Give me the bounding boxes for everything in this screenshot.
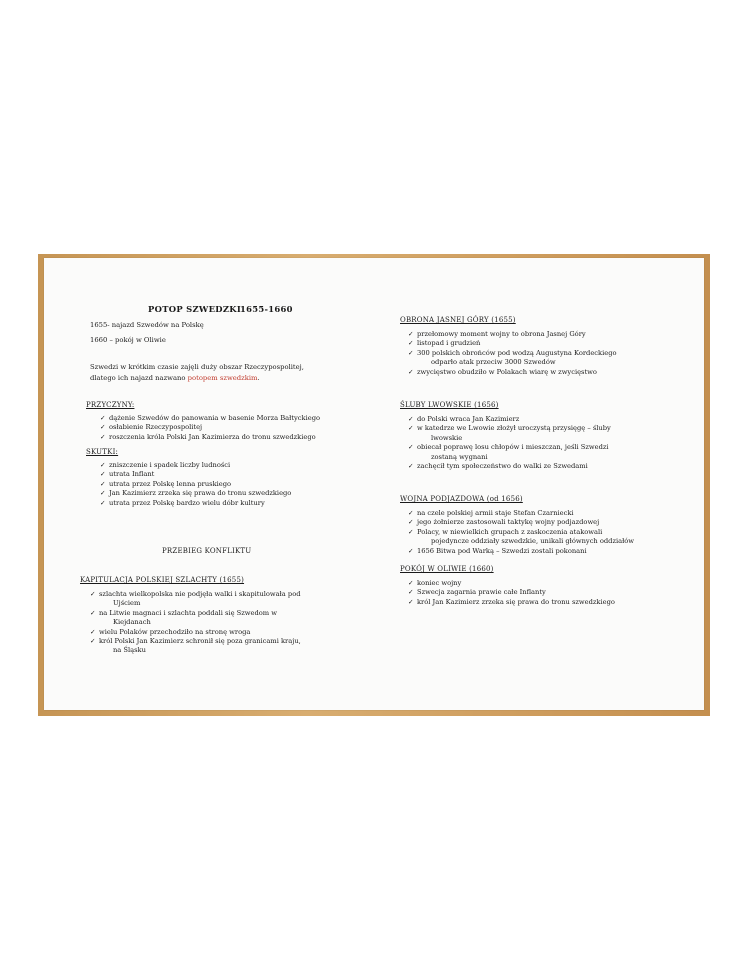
checkmark-icon: ✓ (100, 479, 106, 488)
list-item (408, 349, 617, 368)
list-item (90, 637, 301, 656)
page-title: POTOP SZWEDZKI (148, 304, 242, 314)
wooden-board (38, 254, 710, 716)
list-item (408, 368, 617, 377)
effects-list (100, 461, 291, 508)
list-item-text: 300 polskich obrońców pod wodzą Augustyna Kordeckiego (417, 348, 617, 357)
checkmark-icon: ✓ (408, 415, 414, 423)
list-item (100, 489, 291, 498)
list-item-continuation: odparło atak przeciw 3000 Szwedów (431, 358, 556, 367)
list-item (90, 590, 301, 609)
list-item-text: na Litwie magnaci i szlachta poddali się Szwedom w (99, 608, 277, 617)
list-item (408, 579, 615, 588)
guerrilla-list (408, 509, 634, 556)
guerrilla-heading: WOJNA PODJAZDOWA (od 1656) (400, 495, 523, 503)
list-item-text: przełomowy moment wojny to obrona Jasnej Góry (417, 330, 586, 338)
checkmark-icon: ✓ (90, 637, 96, 646)
list-item (100, 461, 291, 470)
list-item-text: zachęcił tym społeczeństwo do walki ze Szwedami (417, 462, 588, 471)
intro-paragraph (90, 362, 304, 384)
checkmark-icon: ✓ (408, 348, 414, 357)
checkmark-icon: ✓ (100, 414, 106, 422)
list-item (408, 528, 634, 547)
checkmark-icon: ✓ (408, 546, 414, 555)
causes-heading: PRZYCZYNY: (86, 401, 135, 409)
list-item-text: listopad i grudzień (417, 339, 481, 348)
vows-list (408, 415, 611, 471)
capitulation-list (90, 590, 301, 656)
list-item-text: koniec wojny (417, 579, 462, 587)
highlighted-term: potopem szwedzkim (187, 374, 258, 382)
list-item-text: jego żołnierze zastosowali taktykę wojny podjazdowej (417, 518, 600, 527)
peace-heading: POKÓJ W OLIWIE (1660) (400, 565, 494, 573)
list-item (408, 588, 615, 597)
paragraph-line: dlatego ich najazd nazwano potopem szwedzkim. (90, 374, 260, 382)
list-item (408, 339, 617, 348)
peace-list (408, 579, 615, 607)
list-item-text: dążenie Szwedów do panowania w basenie Morza Bałtyckiego (109, 414, 321, 422)
list-item (100, 414, 320, 423)
list-item-text: Szwecja zagarnia prawie całe Inflanty (417, 588, 546, 597)
effects-heading: SKUTKI: (86, 448, 119, 456)
checkmark-icon: ✓ (408, 367, 414, 376)
checkmark-icon: ✓ (408, 579, 414, 587)
list-item-text: 1656 Bitwa pod Warką – Szwedzi zostali pokonani (417, 546, 587, 555)
title-years: 1655-1660 (240, 304, 293, 314)
checkmark-icon: ✓ (100, 498, 106, 507)
list-item-continuation: lwowskie (431, 433, 463, 442)
checkmark-icon: ✓ (408, 424, 414, 433)
list-item (408, 509, 634, 518)
checkmark-icon: ✓ (408, 339, 414, 348)
checkmark-icon: ✓ (408, 518, 414, 527)
checkmark-icon: ✓ (408, 462, 414, 471)
checkmark-icon: ✓ (408, 443, 414, 452)
list-item (408, 330, 617, 339)
checkmark-icon: ✓ (90, 627, 96, 636)
list-item-continuation: pojedyncze oddziały szwedzkie, unikali głównych oddziałów (431, 537, 635, 546)
list-item-text: na czele polskiej armii staje Stefan Czarniecki (417, 509, 574, 517)
list-item-continuation: Ujściem (113, 599, 141, 608)
checkmark-icon: ✓ (100, 461, 106, 469)
list-item (100, 423, 320, 432)
checkmark-icon: ✓ (90, 608, 96, 617)
list-item-text: zniszczenie i spadek liczby ludności (109, 461, 231, 469)
jasna-gora-heading: OBRONA JASNEJ GÓRY (1655) (400, 316, 516, 324)
list-item-text: Jan Kazimierz zrzeka się prawa do tronu szwedzkiego (109, 489, 292, 498)
list-item-text: utrata przez Polskę bardzo wielu dóbr kultury (109, 498, 265, 507)
checkmark-icon: ✓ (408, 588, 414, 597)
list-item-text: obiecał poprawę losu chłopów i mieszczan, jeśli Szwedzi (417, 443, 609, 452)
checkmark-icon: ✓ (408, 527, 414, 536)
checkmark-icon: ✓ (408, 509, 414, 517)
checkmark-icon: ✓ (100, 423, 106, 432)
list-item-text: roszczenia króla Polski Jan Kazimierza do tronu szwedzkiego (109, 432, 316, 441)
jasna-gora-list (408, 330, 617, 377)
list-item-continuation: zostaną wygnani (431, 452, 488, 461)
checkmark-icon: ✓ (408, 330, 414, 338)
causes-list (100, 414, 320, 442)
intro-line-1: 1655- najazd Szwedów na Polskę (90, 321, 204, 329)
list-item (90, 609, 301, 628)
list-item-text: utrata przez Polskę lenna pruskiego (109, 479, 232, 488)
course-heading: PRZEBIEG KONFLIKTU (162, 547, 252, 555)
checkmark-icon: ✓ (100, 470, 106, 479)
list-item-continuation: na Śląsku (113, 646, 146, 655)
checkmark-icon: ✓ (100, 489, 106, 498)
list-item-text: osłabienie Rzeczypospolitej (109, 423, 203, 432)
list-item-continuation: Kiejdanach (113, 618, 151, 627)
list-item (90, 628, 301, 637)
list-item (100, 480, 291, 489)
list-item (408, 424, 611, 443)
list-item (100, 499, 291, 508)
list-item-text: król Polski Jan Kazimierz schronił się poza granicami kraju, (99, 637, 301, 646)
list-item-text: wielu Polaków przechodziło na stronę wroga (99, 627, 251, 636)
checkmark-icon: ✓ (100, 432, 106, 441)
list-item (408, 415, 611, 424)
list-item (408, 443, 611, 462)
capitulation-heading: KAPITULACJA POLSKIEJ SZLACHTY (1655) (80, 576, 245, 584)
paragraph-line: Szwedzi w krótkim czasie zajęli duży obszar Rzeczypospolitej, (90, 363, 304, 371)
list-item (408, 547, 634, 556)
list-item-text: Polacy, w niewielkich grupach z zaskoczenia atakowali (417, 527, 603, 536)
list-item-text: zwycięstwo obudziło w Polakach wiarę w zwycięstwo (417, 367, 597, 376)
checkmark-icon: ✓ (90, 590, 96, 598)
list-item (408, 518, 634, 527)
checkmark-icon: ✓ (408, 597, 414, 606)
list-item-text: do Polski wraca Jan Kazimierz (417, 415, 520, 423)
list-item (100, 433, 320, 442)
list-item (408, 598, 615, 607)
intro-line-2: 1660 – pokój w Oliwie (90, 336, 166, 344)
list-item (100, 470, 291, 479)
note-sheet (44, 258, 704, 710)
vows-heading: ŚLUBY LWOWSKIE (1656) (400, 401, 499, 409)
list-item-text: w katedrze we Lwowie złożył uroczystą przysięgę – śluby (417, 424, 611, 433)
list-item (408, 462, 611, 471)
list-item-text: utrata Inflant (109, 470, 155, 479)
list-item-text: szlachta wielkopolska nie podjęła walki i skapitulowała pod (99, 590, 301, 598)
list-item-text: król Jan Kazimierz zrzeka się prawa do tronu szwedzkiego (417, 597, 615, 606)
